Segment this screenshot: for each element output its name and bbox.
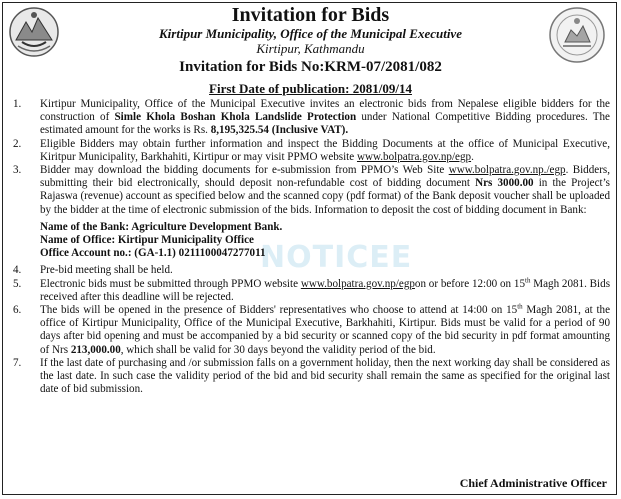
- list-item: 4. Pre-bid meeting shall be held.: [13, 264, 173, 277]
- bolpatra-link[interactable]: www.bolpatra.gov.np/egp: [356, 150, 472, 163]
- notice-body: [10, 98, 610, 396]
- list-item: 3. Bidder may download the bidding documents for e-submission from PPMO’s Web Site www.bolpatra.gov.np./egp. Bidders, submitting their bid electronically, should deposit non-refundable cost of bidding document Nrs 3000.00 in the Project’s Rajaswa (revenue) account as specified below and the scanned copy (pdf format) of the Bank deposit voucher shall be uploaded by the bidder at the time of electronic submission of the bids. Information to deposit the cost of bidding document in Bank:: [13, 164, 610, 216]
- bolpatra-link[interactable]: www.bolpatra.gov.np/egp: [300, 277, 415, 290]
- bank-name: Name of the Bank: Agriculture Development Bank.: [40, 220, 283, 233]
- page-title: Invitation for Bids: [231, 4, 390, 26]
- bid-number: Invitation for Bids No:KRM-07/2081/082: [179, 59, 442, 75]
- list-item: 5. Electronic bids must be submitted through PPMO website www.bolpatra.gov.np/egpon or before 12:00 on 15th Magh 2081. Bids received after this deadline will be rejected.: [13, 275, 611, 303]
- list-item: 1. Kirtipur Municipality, Office of the Municipal Executive invites an electronic bids from Nepalese eligible bidders for the construction of Simle Khola Boshan Khola Landslide Protection under National Competitive Bidding procedures. The estimated amount for the works is Rs. 8,195,325.54 (Inclusive VAT).: [13, 98, 610, 137]
- signatory-title: Chief Administrative Officer: [459, 476, 607, 490]
- list-item: 6. The bids will be opened in the presence of Bidders' representatives who choose to attend at 14:00 on 15th Magh 2081, at the office of Kirtipur Municipality, Office of the Municipal Executive, Barkhahiti, Kirtipur. Bids must be valid for a period of 90 days after bid opening and must be accompanied by a bid security or scanned copy of the bid security in pdf format amounting of Nrs 213,000.00, which shall be valid for 30 days beyond the validity period of the bid.: [13, 302, 610, 356]
- watermark-text: NOTICEE: [260, 240, 413, 275]
- office-name: Name of Office: Kirtipur Municipality Office: [40, 234, 254, 247]
- header: [0, 4, 621, 77]
- organization-location: Kirtipur, Kathmandu: [256, 41, 365, 56]
- bolpatra-link[interactable]: www.bolpatra.gov.np./egp: [448, 164, 566, 177]
- publication-date: First Date of publication: 2081/09/14: [209, 81, 412, 96]
- account-number: Office Account no.: (GA-1.1) 0211100047277011: [40, 247, 266, 260]
- organization-name: Kirtipur Municipality, Office of the Municipal Executive: [159, 26, 462, 41]
- list-item: 2. Eligible Bidders may obtain further information and inspect the Bidding Documents at the office of Municipal Executive, Kiritpur Municipality, Barkhahiti, Kirtipur or may visit PPMO website www.bolpatra.gov.np/egp.: [13, 137, 610, 163]
- list-item: 7. If the last date of purchasing and /or submission falls on a government holiday, then the next working day shall be considered as the last date. In such case the validity period of the bid and bid security shall remain the same as specified for the original last date of bid submission.: [13, 356, 610, 396]
- bank-info: [10, 221, 610, 261]
